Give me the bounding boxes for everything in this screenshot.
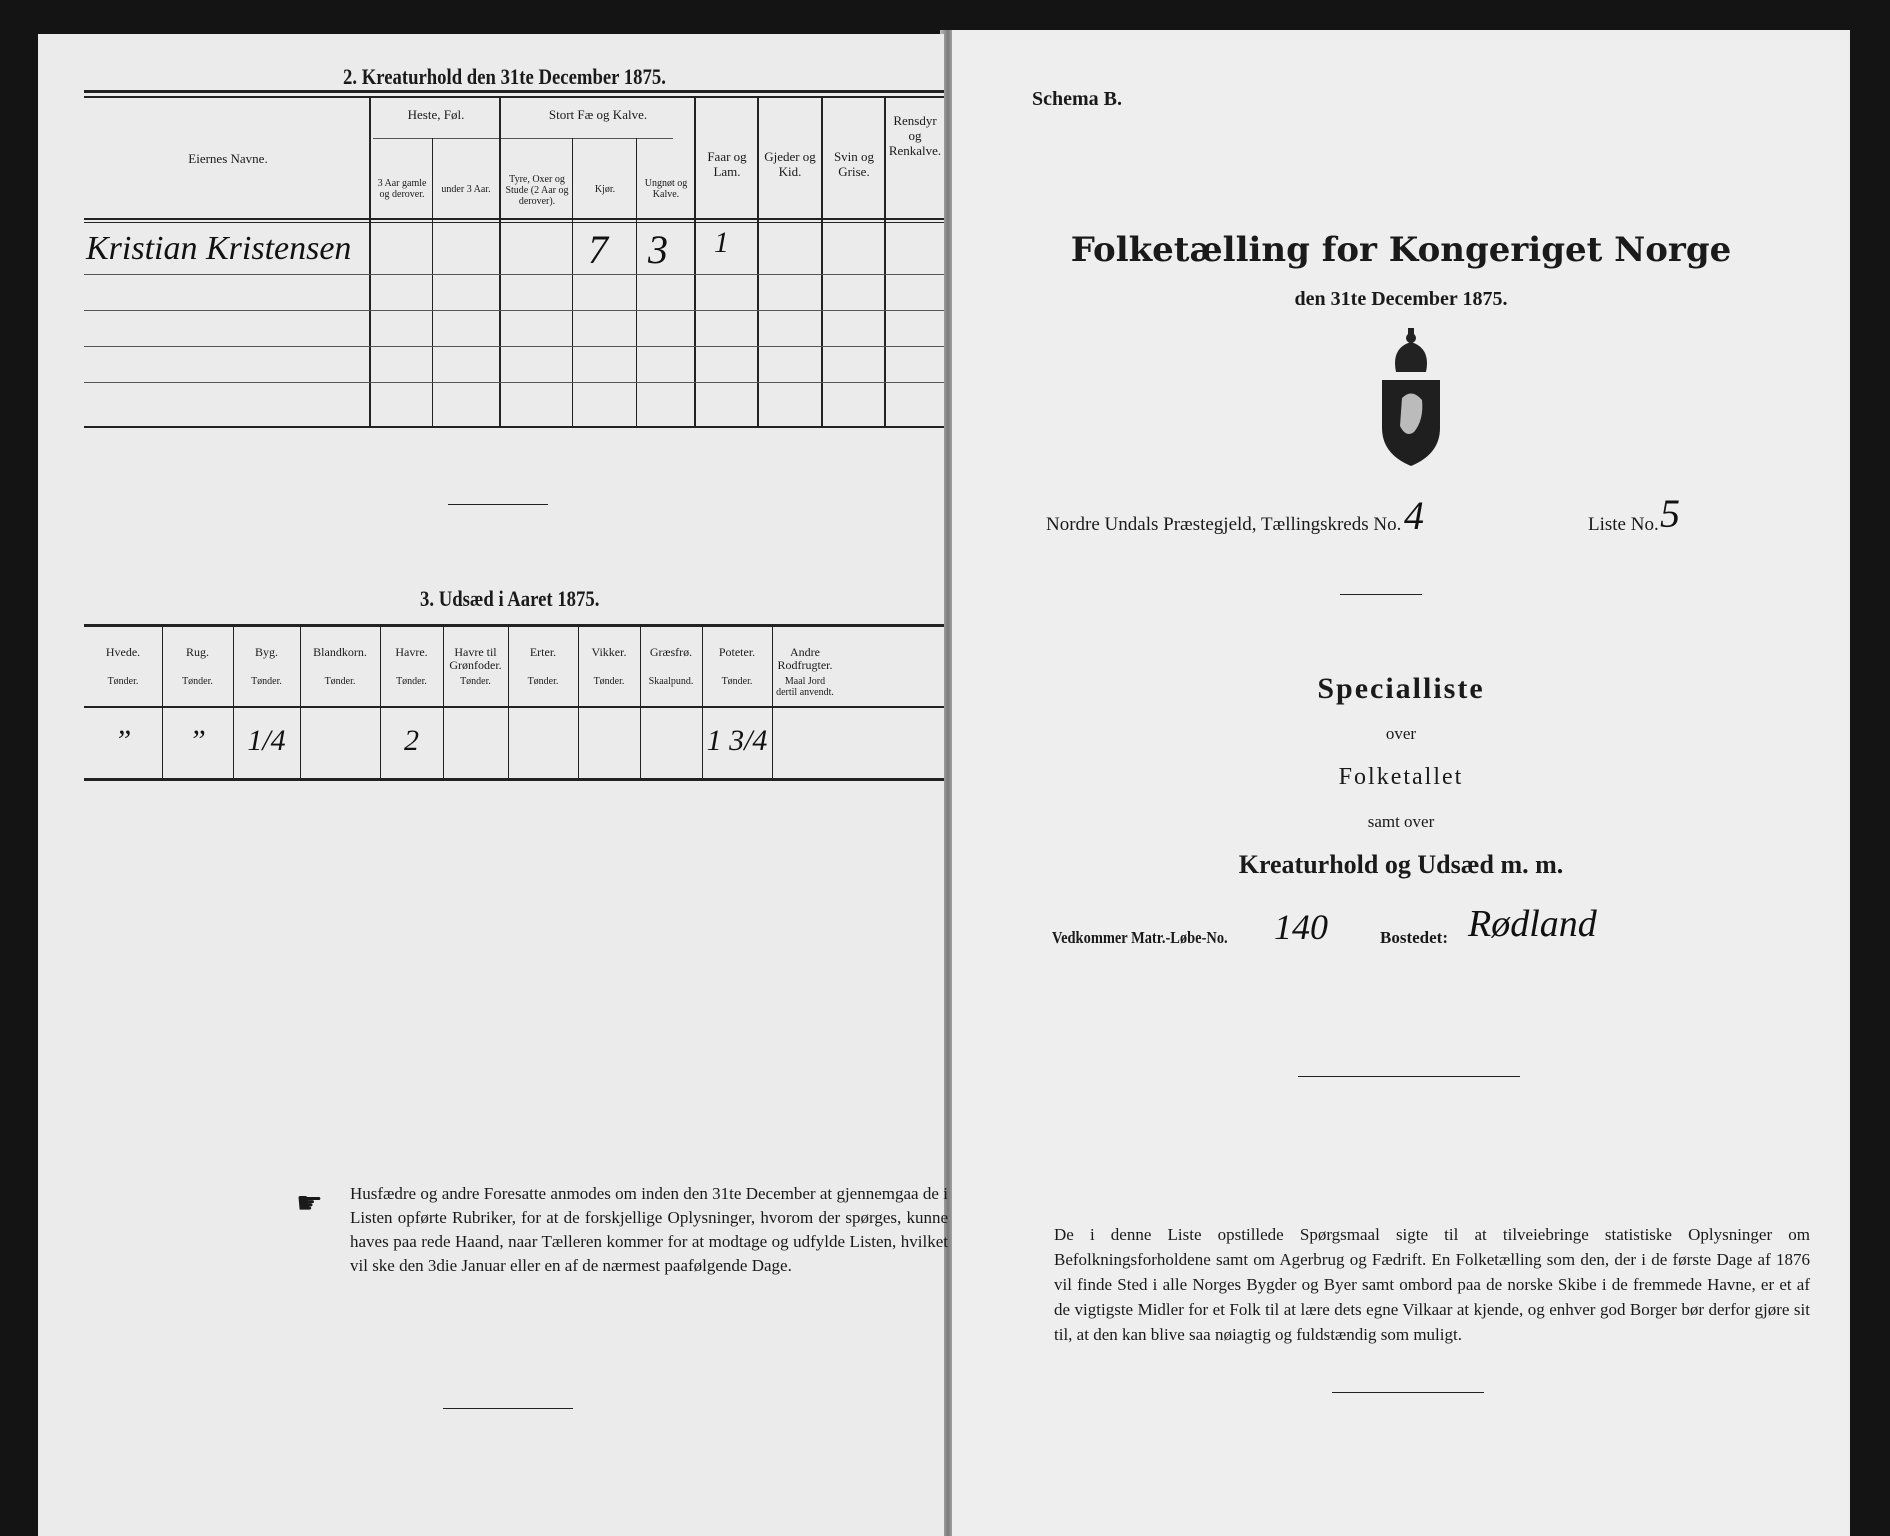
col-divider [300,627,301,779]
young-cattle-header: Ungnøt og Kalve. [644,178,688,200]
parish-label: Nordre Undals Præstegjeld, Tællingskreds No. [1046,514,1402,535]
sowing-value: ” [189,724,206,757]
young-cattle-entry: 3 [648,227,668,272]
col-divider [578,627,579,779]
sowing-col-header: Blandkorn. [313,645,367,659]
goats-header: Gjeder og Kid. [764,149,816,179]
table2-top-rule2 [84,96,944,98]
sowing-col-unit: Tønder. [182,676,213,687]
separator [1298,1076,1520,1077]
table3-top-rule [84,624,944,627]
col-divider [772,627,773,779]
separator [443,1408,573,1409]
table3-header-rule [84,706,944,708]
table3-bottom-rule [84,778,944,781]
document-title: Folketælling for Kongeriget Norge [1070,230,1732,270]
schema-label: Schema B. [1032,88,1122,110]
sowing-col-unit: Tønder. [460,676,491,687]
sowing-col-header: Havre til Grønfoder. [449,645,502,673]
sowing-col-header: Byg. [254,645,278,659]
table2-header-rule2 [84,222,944,223]
col-divider [640,627,641,779]
list-number: 5 [1660,491,1680,536]
sowing-value: 1/4 [247,724,286,757]
col-divider [443,627,444,779]
sowing-col-header: Hvede. [105,645,141,659]
separator [448,504,548,505]
sowing-col-header: Poteter. [718,645,756,659]
pigs-header: Svin og Grise. [833,149,875,179]
bulls-oxen-header: Tyre, Oxer og Stude (2 Aar og derover). [505,174,569,207]
matr-label: Vedkommer Matr.-Løbe-No. [1052,928,1228,947]
samt-over-text: samt over [1367,812,1435,831]
folketallet-text: Folketallet [1338,764,1464,790]
owner-name-entry: Kristian Kristensen [86,230,352,267]
sheep-header: Faar og Lam. [707,149,747,179]
col-divider [508,627,509,779]
table2-header-rule [84,218,944,220]
separator [1340,594,1422,595]
sowing-col-header: Vikker. [591,645,627,659]
row-line [84,346,944,347]
sheep-entry: 1 [714,226,729,259]
col-divider [369,96,371,426]
table2-bottom-rule [84,426,944,428]
sowing-col-header: Andre Rodfrugter. [777,645,833,673]
cows-entry: 7 [588,227,608,272]
sowing-col-unit: Tønder. [251,676,282,687]
horses-young-header: under 3 Aar. [441,184,491,195]
bosted-label: Bostedet: [1380,928,1448,947]
section3-title: 3. Udsæd i Aaret 1875. [420,586,600,611]
row-line [84,310,944,311]
sowing-col-header: Rug. [185,645,209,659]
district-number: 4 [1404,493,1424,538]
specialliste-heading: Specialliste [1317,672,1485,705]
sowing-col-unit: Tønder. [107,676,139,687]
matr-number: 140 [1274,907,1328,947]
sowing-col-unit: Tønder. [324,676,356,687]
sowing-col-unit: Tønder. [593,676,625,687]
sowing-col-unit: Skaalpund. [648,676,694,687]
cattle-header: Stort Fæ og Kalve. [548,107,648,122]
right-page [952,30,1850,1536]
owner-name-header: Eiernes Navne. [188,151,268,166]
section2-title: 2. Kreaturhold den 31te December 1875. [343,64,666,89]
separator [1332,1392,1484,1393]
intro-paragraph: De i denne Liste opstillede Spørgsmaal sigte til at tilveiebringe statistiske Oplysninger om Befolkningsforholdene samt om Agerbrug og Fædrift. En Folketælling som den, der i de første Dage af 1876 vil finde Sted i alle Norges Bygder og Byer samt ombord paa de norske Skibe i de fremmede Havne, er et af de vigtigste Midler for et Folk til at lære dets egne Vilkaar at kjende, og enhver god Borger bør derfor gjøre sit til, at den kan blive saa nøiagtig og fuldstændig som muligt. [1054,1225,1810,1344]
horses-adult-header: 3 Aar gamle og derover. [377,178,427,200]
kreaturhold-heading: Kreaturhold og Udsæd m. m. [1238,850,1564,879]
group-divider [373,138,673,139]
horses-header: Heste, Føl. [407,107,465,122]
col-divider [821,96,823,426]
sowing-col-header: Havre. [395,645,428,659]
list-label: Liste No. [1588,514,1659,535]
coat-of-arms-icon [1366,328,1456,468]
row-line [84,274,944,275]
sowing-col-unit: Tønder. [721,676,753,687]
sowing-value: 2 [404,724,419,757]
sowing-col-header: Græsfrø. [649,645,693,659]
sowing-col-unit: Tønder. [396,676,427,687]
document-subtitle: den 31te December 1875. [1294,288,1508,310]
left-page [38,34,948,1536]
table2-top-rule [84,90,944,93]
row-line [84,382,944,383]
over-text: over [1385,724,1417,743]
bosted-value: Rødland [1468,903,1597,945]
col-divider [499,96,501,426]
instructions-notice: Husfædre og andre Foresatte anmodes om inden den 31te December at gjennemgaa de i Listen opførte Rubriker, for at de forskjellige Oplysninger, hvorom der spørges, kunne haves paa rede Haand, naar Tælleren kommer for at modtage og udfylde Listen, hvilket vil ske den 3die Januar eller en af de nærmest paafølgende Dage. [350,1184,948,1275]
reindeer-header: Rensdyr og Renkalve. [888,113,942,158]
col-divider [757,96,759,426]
sowing-col-unit: Tønder. [527,676,559,687]
pointing-hand-icon: ☛ [296,1187,323,1220]
sowing-value: 1 3/4 [706,724,768,757]
sowing-col-unit: Maal Jord dertil anvendt. [776,676,834,698]
cows-header: Kjør. [594,184,616,195]
sowing-value: ” [114,724,132,757]
col-divider [694,96,696,426]
sowing-col-header: Erter. [529,645,557,659]
